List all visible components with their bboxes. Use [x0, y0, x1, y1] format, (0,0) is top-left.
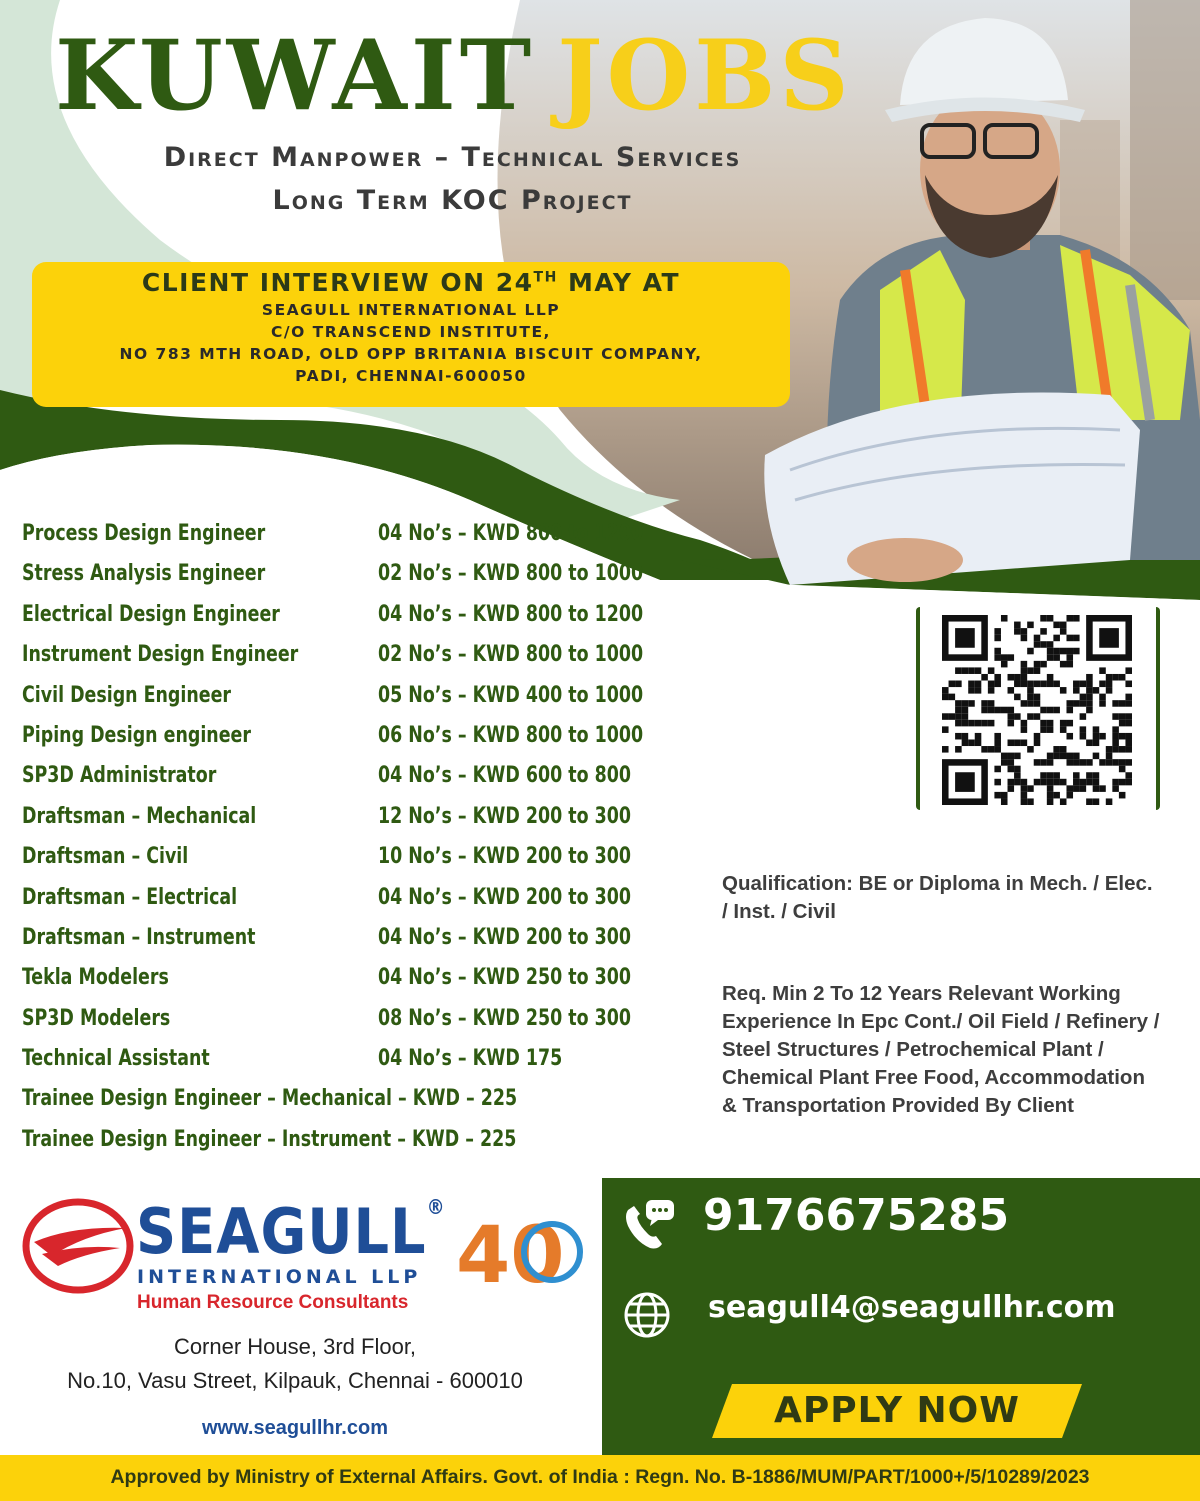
job-detail: 04 No’s – KWD 800 to 1200	[378, 521, 644, 546]
job-title: Civil Design Engineer	[22, 682, 231, 708]
title-jobs: JOBS	[557, 19, 853, 132]
phone-chat-icon	[620, 1196, 676, 1252]
job-title: Draftsman – Mechanical	[22, 803, 257, 829]
interview-line4: PADI, CHENNAI-600050	[295, 367, 527, 385]
qualification-text: Qualification: BE or Diploma in Mech. / Elec. / Inst. / Civil	[722, 872, 1153, 923]
apply-now-label: APPLY NOW	[773, 1390, 1020, 1431]
job-title: Trainee Design Engineer – Mechanical – KWD – 225	[22, 1086, 518, 1112]
job-title: Draftsman – Electrical	[22, 884, 238, 910]
job-title: Piping Design engineer	[22, 722, 251, 748]
company-name-text: SEAGULL	[136, 1195, 427, 1268]
address-line1: Corner House, 3rd Floor,	[173, 1334, 417, 1359]
job-detail: 04 No’s – KWD 800 to 1200	[378, 601, 644, 627]
job-title: Draftsman – Instrument	[22, 924, 256, 950]
seagull-logo-icon	[22, 1196, 134, 1294]
job-detail: 08 No’s – KWD 250 to 300	[378, 1005, 632, 1031]
qr-code[interactable]	[942, 615, 1132, 805]
apply-now-button[interactable]	[712, 1382, 1082, 1440]
job-title: Tekla Modelers	[22, 965, 169, 991]
interview-line1: SEAGULL INTERNATIONAL LLP	[261, 301, 561, 319]
subtitle-project: Long Term KOC Project	[272, 185, 633, 216]
job-detail: 04 No’s – KWD 200 to 300	[378, 884, 632, 910]
website-link[interactable]: www.seagullhr.com	[202, 1417, 388, 1439]
job-title: Technical Assistant	[22, 1046, 210, 1072]
address-line2: No.10, Vasu Street, Kilpauk, Chennai - 600010	[67, 1368, 523, 1393]
job-detail: 04 No’s – KWD 600 to 800	[378, 763, 632, 789]
company-tagline: Human Resource Consultants	[137, 1292, 409, 1313]
job-title: SP3D Administrator	[22, 763, 217, 789]
job-detail: 10 No’s – KWD 200 to 300	[378, 844, 632, 870]
interview-heading-text: CLIENT INTERVIEW ON 24	[141, 268, 534, 297]
job-title: Trainee Design Engineer – Instrument – KWD – 225	[22, 1126, 517, 1152]
job-detail: 02 No’s – KWD 800 to 1000	[378, 561, 644, 587]
globe-icon	[622, 1290, 672, 1340]
interview-line3: NO 783 MTH ROAD, OLD OPP BRITANIA BISCUIT COMPANY,	[119, 345, 703, 363]
footer-text: Approved by Ministry of External Affairs. Govt. of India : Regn. No. B-1886/MUM/PART/1000+/5/10289/2023	[110, 1466, 1090, 1488]
interview-line2: C/O TRANSCEND INSTITUTE,	[271, 323, 551, 341]
job-detail: 02 No’s – KWD 800 to 1000	[378, 642, 644, 668]
job-title: Instrument Design Engineer	[22, 642, 299, 668]
interview-heading-post: MAY AT	[557, 268, 681, 297]
page-title	[55, 19, 853, 132]
job-detail: 06 No’s – KWD 800 to 1000	[378, 722, 644, 748]
phone-number[interactable]: 9176675285	[703, 1190, 1010, 1241]
job-title: Draftsman – Civil	[22, 844, 189, 870]
job-detail: 04 No’s – KWD 175	[378, 1046, 563, 1072]
job-title: Process Design Engineer	[22, 521, 266, 546]
anniversary-badge	[456, 1212, 586, 1292]
interview-box	[32, 262, 790, 407]
job-detail: 12 No’s – KWD 200 to 300	[378, 803, 632, 829]
registered-mark: ®	[426, 1195, 446, 1219]
footer-bar	[0, 1455, 1200, 1501]
qr-code-frame	[916, 607, 1160, 810]
subtitle-manpower: Direct Manpower – Technical Services	[163, 142, 742, 173]
job-detail: 05 No’s – KWD 400 to 1000	[378, 682, 644, 708]
interview-heading-sup: TH	[533, 269, 558, 286]
job-detail: 04 No’s – KWD 250 to 300	[378, 965, 632, 991]
interview-heading	[32, 268, 790, 297]
email-address[interactable]: seagull4@seagullhr.com	[708, 1290, 1116, 1325]
company-name	[136, 1195, 446, 1268]
anniversary-number: 40	[456, 1212, 565, 1292]
requirements-text: Req. Min 2 To 12 Years Relevant Working Experience In Epc Cont./ Oil Field / Refinery / Steel Structures / Petrochemical Plant / Chemical Plant Free Food, Accommodation & Transportation Provided By Client	[722, 982, 1160, 1117]
title-kuwait: KUWAIT	[55, 19, 536, 132]
job-title: Electrical Design Engineer	[22, 601, 280, 627]
job-title: Stress Analysis Engineer	[22, 561, 266, 587]
company-sub: INTERNATIONAL LLP	[137, 1266, 422, 1288]
job-detail: 04 No’s – KWD 200 to 300	[378, 924, 632, 950]
job-title: SP3D Modelers	[22, 1005, 171, 1031]
